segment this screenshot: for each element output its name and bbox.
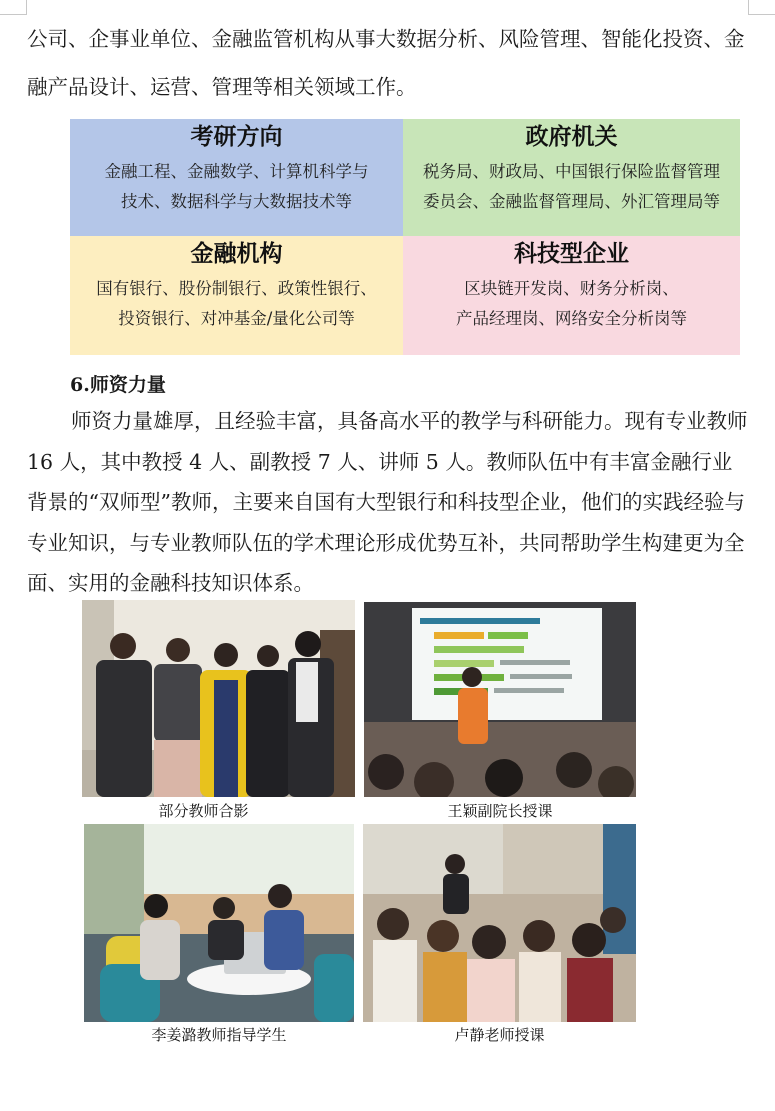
page-corner-mark-left <box>0 0 27 15</box>
direction-cell-government <box>403 119 740 236</box>
guidance-illustration <box>84 824 354 1022</box>
teacher-group-illustration <box>82 600 355 797</box>
direction-body: 国有银行、股份制银行、政策性银行、 投资银行、对冲基金/量化公司等 <box>96 279 377 328</box>
direction-cell-postgraduate <box>70 119 403 236</box>
photo-teacher-guiding-students <box>84 824 354 1022</box>
direction-title: 考研方向 <box>190 124 283 150</box>
photo-caption: 李姜潞教师指导学生 <box>151 1026 287 1044</box>
direction-title: 政府机关 <box>525 124 618 150</box>
photo-caption: 卢静老师授课 <box>454 1026 545 1044</box>
intro-paragraph: 公司、企事业单位、金融监管机构从事大数据分析、风险管理、智能化投资、金融产品设计、运营、管理等相关领域工作。 <box>27 27 745 99</box>
photo-vice-dean-lecture <box>364 602 636 797</box>
direction-title: 科技型企业 <box>514 241 629 267</box>
faculty-paragraph: 师资力量雄厚，且经验丰富，具备高水平的教学与科研能力。现有专业教师 16 人，其中教授 4 人、副教授 7 人、讲师 5 人。教师队伍中有丰富金融行业背景的“双师型”教师，主要来自国有大型银行和科技型企业，他们的实践经验与专业知识，与专业教师队伍的学术理论形成优势互补，共同帮助学生构建更为全面、实用的金融科技知识体系。 <box>27 409 748 595</box>
photo-classroom-lecture <box>363 824 636 1022</box>
photo-caption: 部分教师合影 <box>158 802 249 820</box>
lecture-illustration <box>364 602 636 797</box>
direction-body: 税务局、财政局、中国银行保险监督管理 委员会、金融监督管理局、外汇管理局等 <box>423 162 720 211</box>
career-directions-table <box>70 119 740 355</box>
classroom-illustration <box>363 824 636 1022</box>
direction-title: 金融机构 <box>190 241 283 267</box>
page-corner-mark-right <box>748 0 775 15</box>
direction-body: 金融工程、金融数学、计算机科学与 技术、数据科学与大数据技术等 <box>104 162 369 211</box>
section-title: 6.师资力量 <box>70 374 166 396</box>
photo-caption: 王颖副院长授课 <box>447 802 553 820</box>
direction-cell-tech-enterprises <box>403 236 740 355</box>
photo-teacher-group <box>82 600 355 797</box>
direction-cell-financial-institutions <box>70 236 403 355</box>
direction-body: 区块链开发岗、财务分析岗、 产品经理岗、网络安全分析岗等 <box>456 279 687 328</box>
